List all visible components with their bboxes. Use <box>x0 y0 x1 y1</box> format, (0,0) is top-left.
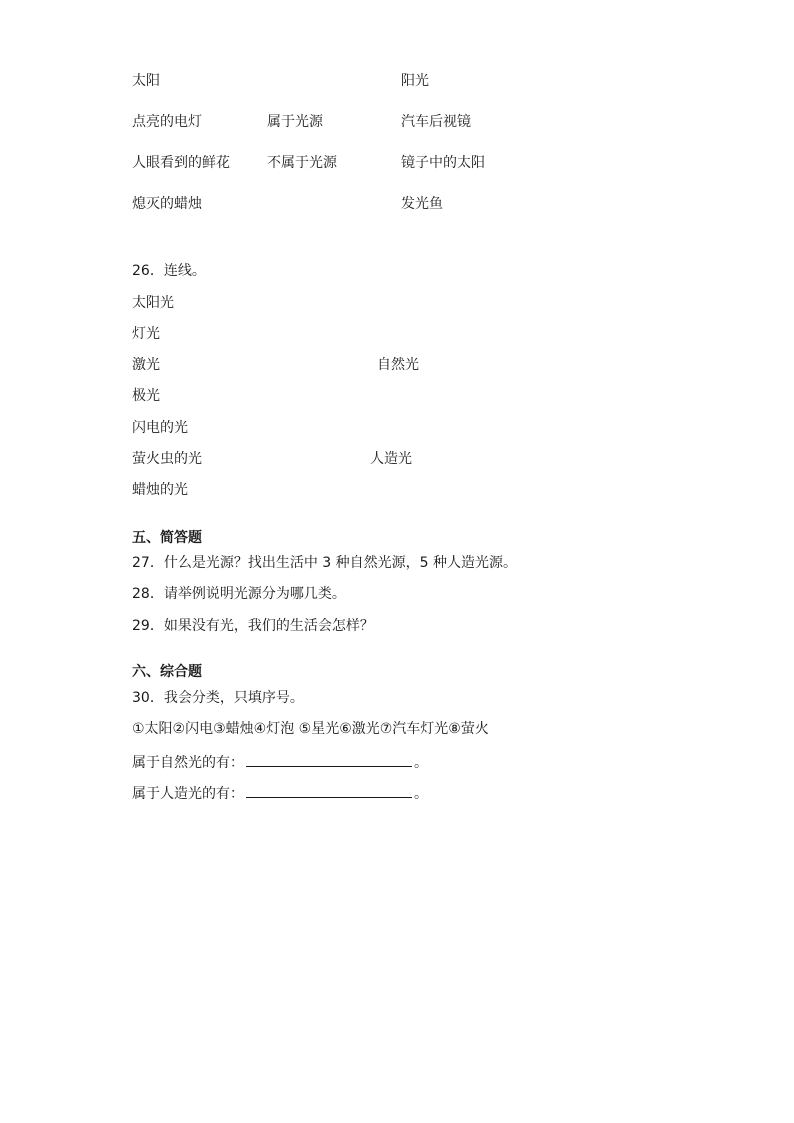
artificial-light-blank[interactable] <box>246 783 412 798</box>
natural-light-label: 属于自然光的有： <box>132 755 244 771</box>
end-mark: 。 <box>414 755 428 771</box>
natural-light-blank[interactable] <box>246 752 412 767</box>
q25-right-item: 镜子中的太阳 <box>401 155 485 171</box>
section-heading: 六、综合题 <box>132 664 202 680</box>
q26-left-item: 太阳光 <box>132 295 174 311</box>
question-28: 28．请举例说明光源分为哪几类。 <box>132 586 346 602</box>
q25-left-item: 人眼看到的鲜花 <box>132 155 230 171</box>
question-27: 27．什么是光源？找出生活中 3 种自然光源，5 种人造光源。 <box>132 555 517 571</box>
artificial-light-label: 属于人造光的有： <box>132 786 244 802</box>
q25-middle-item: 属于光源 <box>267 114 323 130</box>
section-heading: 五、简答题 <box>132 530 202 546</box>
q26-left-item: 蜡烛的光 <box>132 482 188 498</box>
q25-left-item: 太阳 <box>132 73 160 89</box>
q26-left-item: 萤火虫的光 <box>132 451 202 467</box>
natural-light-answer-row <box>132 752 428 772</box>
q25-right-item: 汽车后视镜 <box>401 114 471 130</box>
q25-left-item: 点亮的电灯 <box>132 114 202 130</box>
q26-left-item: 灯光 <box>132 326 160 342</box>
artificial-light-answer-row <box>132 783 428 803</box>
q26-left-item: 激光 <box>132 357 160 373</box>
q25-left-item: 熄灭的蜡烛 <box>132 196 202 212</box>
question-30-items: ①太阳②闪电③蜡烛④灯泡 ⑤星光⑥激光⑦汽车灯光⑧萤火 <box>132 721 489 737</box>
q25-right-item: 阳光 <box>401 73 429 89</box>
question-30: 30．我会分类，只填序号。 <box>132 690 304 706</box>
end-mark: 。 <box>414 786 428 802</box>
q26-right-item: 自然光 <box>377 357 419 373</box>
q25-middle-item: 不属于光源 <box>267 155 337 171</box>
q26-title: 26．连线。 <box>132 263 206 279</box>
q26-left-item: 极光 <box>132 388 160 404</box>
q26-left-item: 闪电的光 <box>132 420 188 436</box>
q26-right-item: 人造光 <box>370 451 412 467</box>
q25-right-item: 发光鱼 <box>401 196 443 212</box>
question-29: 29．如果没有光，我们的生活会怎样？ <box>132 618 374 634</box>
